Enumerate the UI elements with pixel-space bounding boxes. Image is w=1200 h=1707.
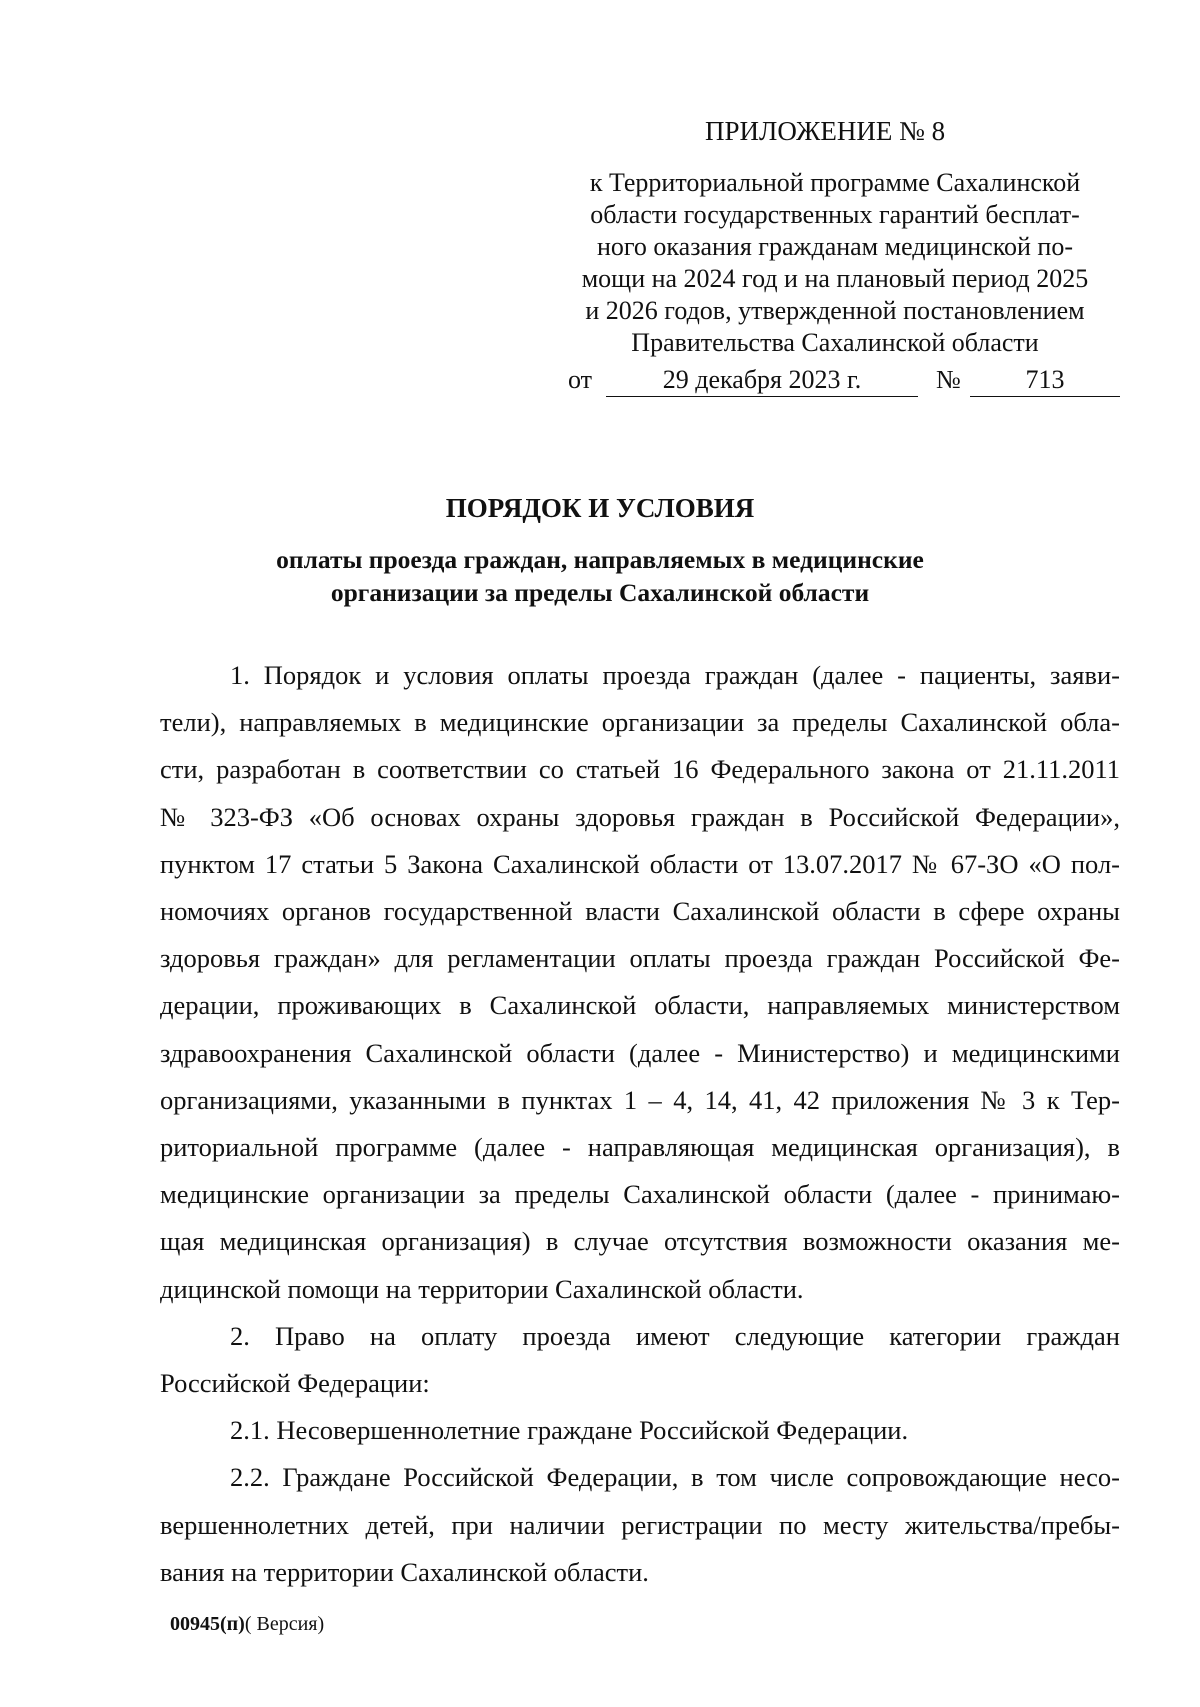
text-line: медицинские организации за пределы Сахалинской области (далее - принимаю- xyxy=(160,1179,1120,1210)
paragraph-2-1 xyxy=(160,1407,1120,1454)
text-line: дицинской помощи на территории Сахалинской области. xyxy=(160,1273,804,1304)
document-subtitle xyxy=(0,543,1200,609)
text-line: 2.2. Граждане Российской Федерации, в том числе сопровождающие несо- xyxy=(230,1462,1120,1493)
appendix-title: ПРИЛОЖЕНИЕ № 8 xyxy=(705,116,946,146)
text-line: сти, разработан в соответствии со статьей 16 Федерального закона от 21.11.2011 xyxy=(160,754,1120,785)
appendix-line: мощи на 2024 год и на плановый период 2025 xyxy=(581,264,1089,293)
document-body xyxy=(160,652,1120,1596)
subtitle-line: оплаты проезда граждан, направляемых в медицинские xyxy=(276,545,924,574)
text-line: 2.1. Несовершеннолетние граждане Российской Федерации. xyxy=(230,1415,909,1446)
resolution-number: 713 xyxy=(970,364,1120,397)
document-footer xyxy=(170,1612,324,1636)
appendix-description xyxy=(555,167,1115,359)
text-line: риториальной программе (далее - направляющая медицинская организация), в xyxy=(160,1132,1120,1163)
paragraph-1 xyxy=(160,652,1120,1313)
appendix-line: Правительства Сахалинской области xyxy=(631,328,1039,357)
text-line: здравоохранения Сахалинской области (далее - Министерство) и медицинскими xyxy=(160,1037,1120,1068)
document-version: ( Версия) xyxy=(244,1613,325,1635)
text-line: вания на территории Сахалинской области. xyxy=(160,1556,649,1587)
date-prefix: от xyxy=(568,365,593,394)
document-code: 00945(п) xyxy=(170,1613,245,1635)
text-line: пунктом 17 статьи 5 Закона Сахалинской области от 13.07.2017 № 67-ЗО «О пол- xyxy=(160,848,1120,879)
appendix-line: к Территориальной программе Сахалинской xyxy=(589,168,1081,197)
text-line: организациями, указанными в пунктах 1 – 4, 14, 41, 42 приложения № 3 к Тер- xyxy=(160,1084,1120,1115)
appendix-line: области государственных гарантий бесплат- xyxy=(590,200,1080,229)
appendix-line: и 2026 годов, утвержденной постановлением xyxy=(585,296,1085,325)
text-line: здоровья граждан» для регламентации оплаты проезда граждан Российской Фе- xyxy=(160,943,1120,974)
text-line: дерации, проживающих в Сахалинской области, направляемых министерством xyxy=(160,990,1120,1021)
text-line: щая медицинская организация) в случае отсутствия возможности оказания ме- xyxy=(160,1226,1120,1257)
paragraph-2-2 xyxy=(160,1454,1120,1596)
text-line: Российской Федерации: xyxy=(160,1368,430,1399)
subtitle-line: организации за пределы Сахалинской области xyxy=(330,578,870,607)
paragraph-2 xyxy=(160,1313,1120,1407)
resolution-date-line xyxy=(568,364,1124,400)
text-line: вершеннолетних детей, при наличии регистрации по месту жительства/пребы- xyxy=(160,1509,1120,1540)
text-line: номочиях органов государственной власти Сахалинской области в сфере охраны xyxy=(160,896,1120,927)
text-line: 2. Право на оплату проезда имеют следующие категории граждан xyxy=(230,1320,1120,1351)
text-line: 1. Порядок и условия оплаты проезда граждан (далее - пациенты, заяви- xyxy=(230,660,1120,690)
text-line: тели), направляемых в медицинские организации за пределы Сахалинской обла- xyxy=(160,707,1120,738)
appendix-line: ного оказания гражданам медицинской по- xyxy=(596,232,1074,261)
document-title: ПОРЯДОК И УСЛОВИЯ xyxy=(445,493,755,523)
number-sign: № xyxy=(936,365,961,394)
text-line: № 323-ФЗ «Об основах охраны здоровья граждан в Российской Федерации», xyxy=(160,801,1120,832)
resolution-date: 29 декабря 2023 г. xyxy=(606,364,918,397)
